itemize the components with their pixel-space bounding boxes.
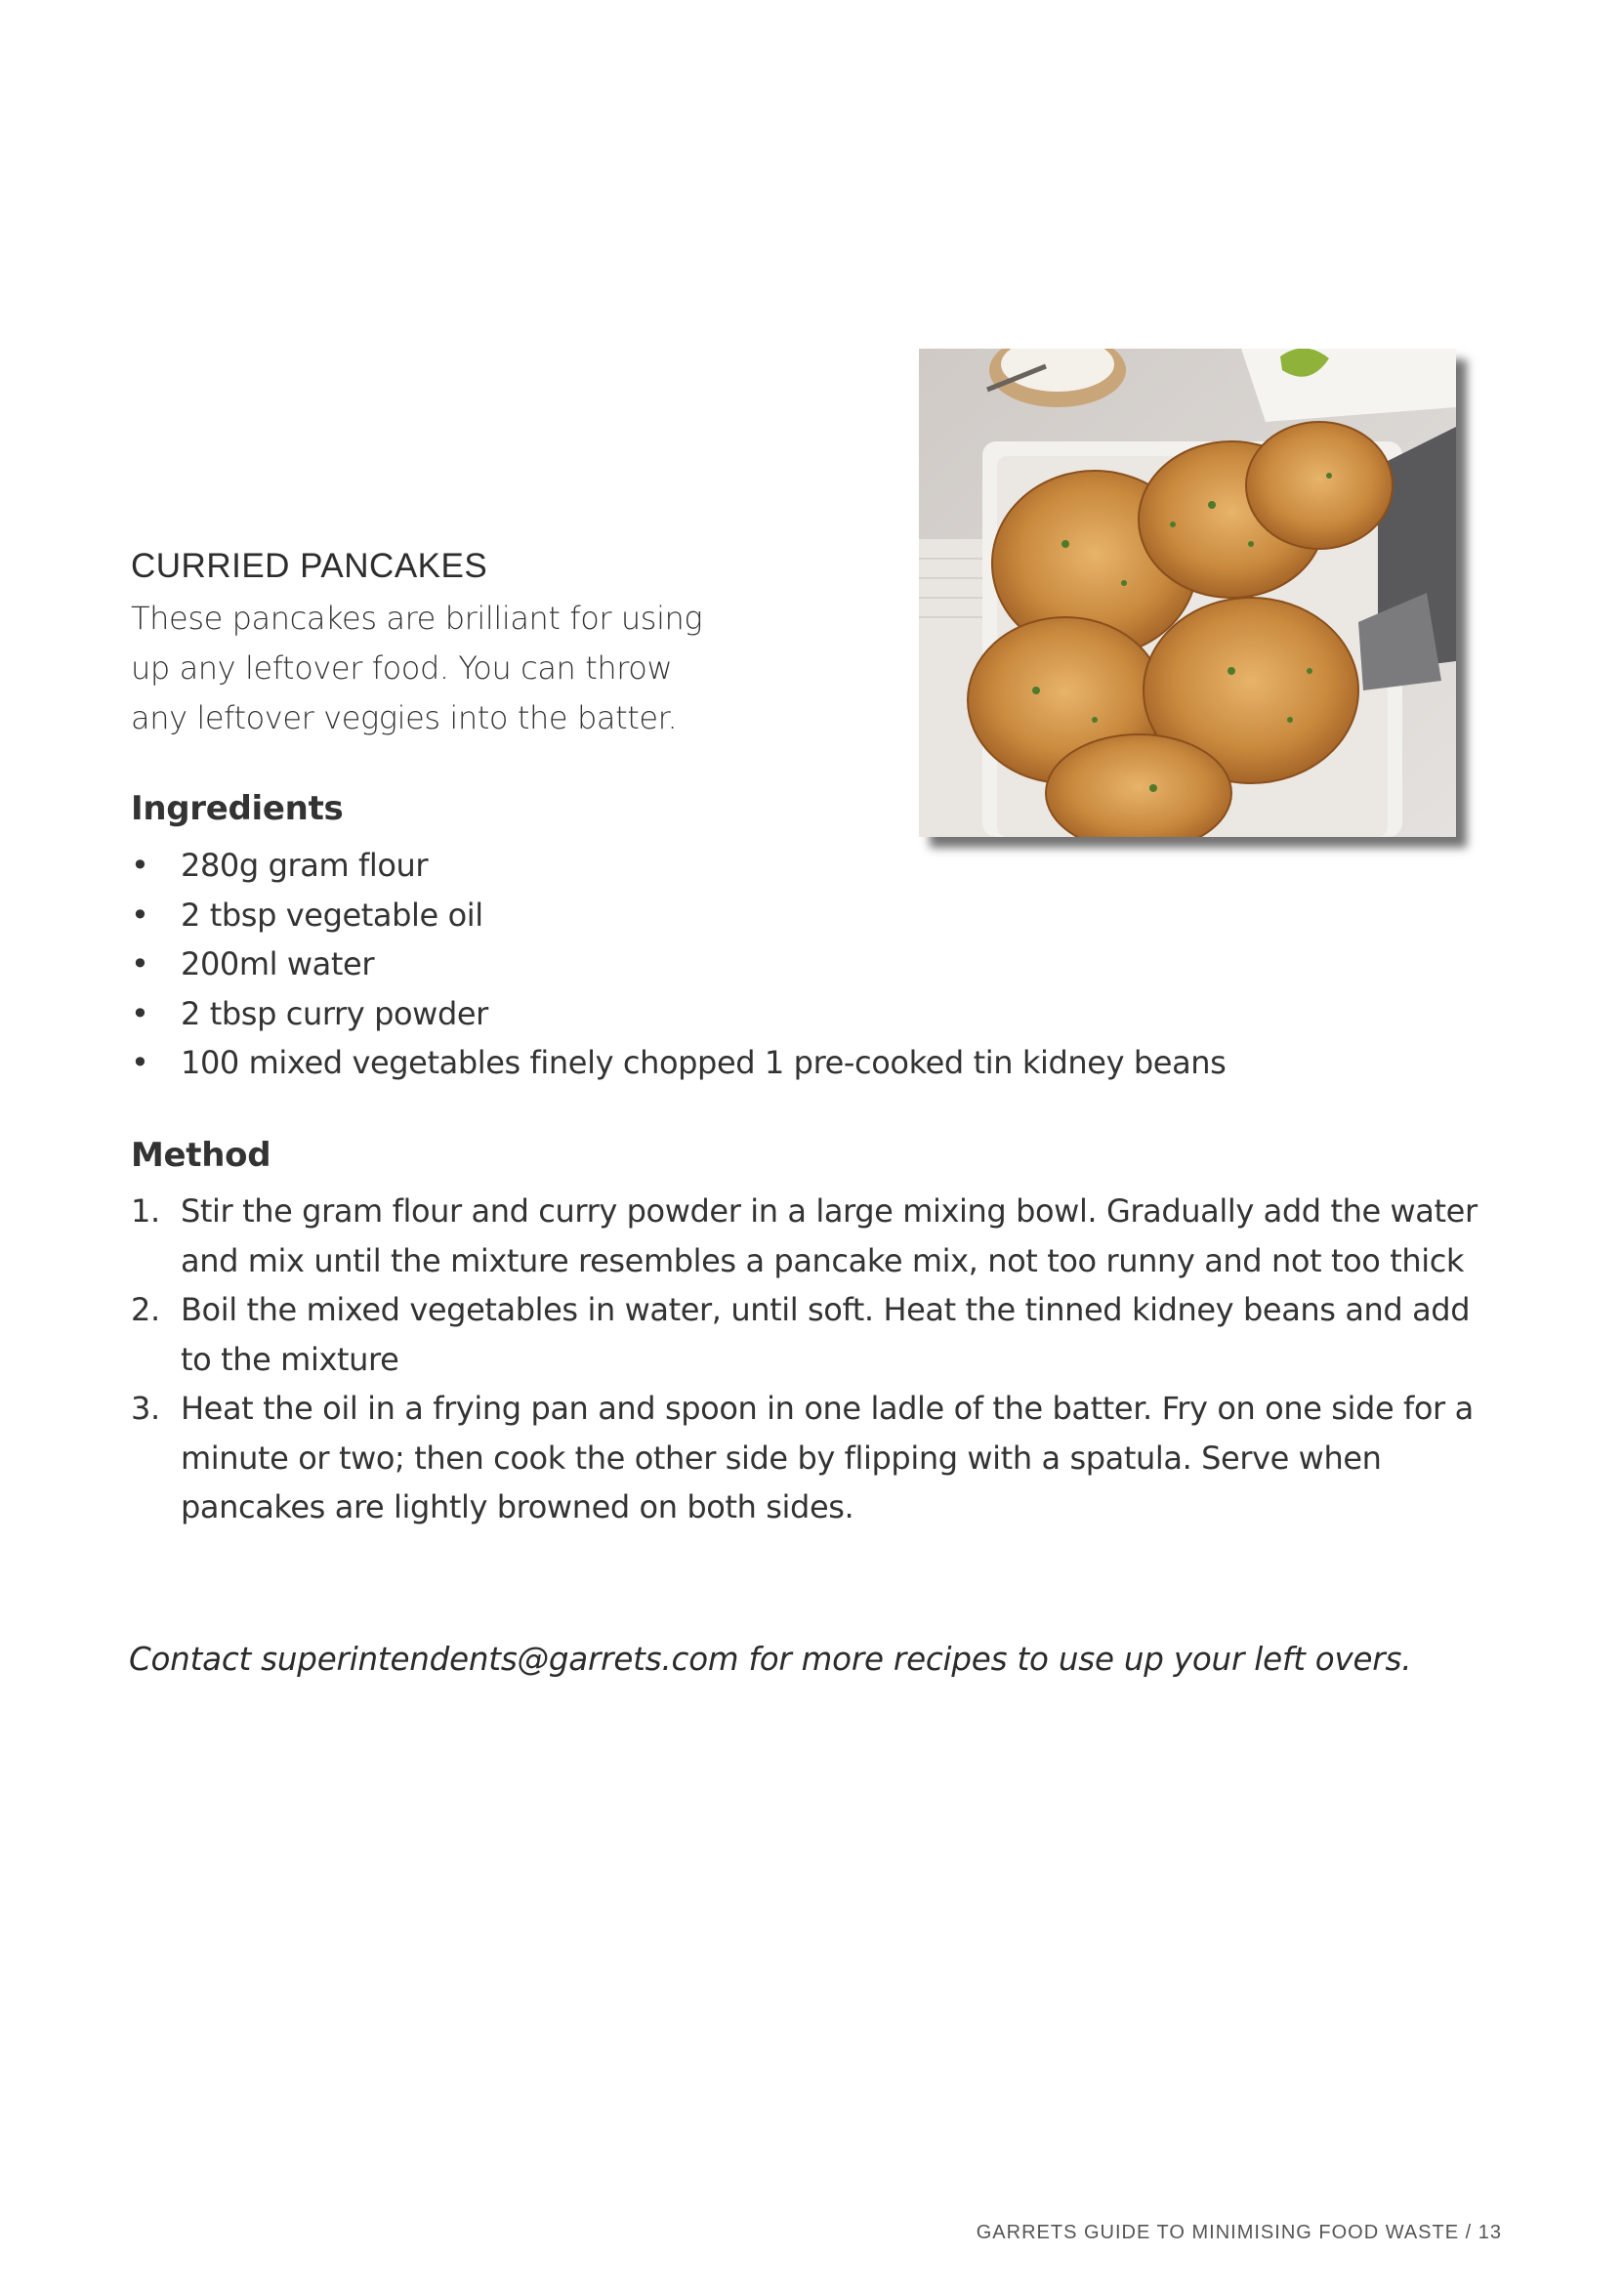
ingredients-list [131, 841, 1226, 1088]
method-step [131, 1187, 1498, 1285]
method-heading: Method [131, 1136, 271, 1175]
bullet-icon: • [131, 994, 149, 1032]
ingredient-item [131, 989, 1226, 1039]
step-text: Stir the gram flour and curry powder in a large mixing bowl. Gradually add the water and mix until the mixture resembles a pancake mix, not too runny and not too thick [181, 1192, 1477, 1279]
bullet-icon: • [131, 945, 149, 982]
ingredients-heading: Ingredients [131, 789, 344, 828]
step-number: 2. [131, 1291, 160, 1328]
recipe-intro: These pancakes are brilliant for using up any leftover food. You can throw any leftover veggies into the batter. [131, 600, 703, 736]
ingredient-item [131, 1038, 1226, 1088]
ingredient-text: 100 mixed vegetables finely chopped 1 pre-cooked tin kidney beans [181, 1044, 1227, 1081]
method-step [131, 1285, 1498, 1384]
bullet-icon: • [131, 1044, 149, 1081]
ingredient-text: 2 tbsp curry powder [181, 994, 488, 1032]
page-footer: GARRETS GUIDE TO MINIMISING FOOD WASTE / 13 [976, 2222, 1502, 2243]
step-number: 1. [131, 1192, 160, 1230]
ingredient-text: 280g gram flour [181, 847, 429, 884]
recipe-photo [919, 349, 1456, 837]
step-number: 3. [131, 1390, 160, 1427]
step-text: Heat the oil in a frying pan and spoon in one ladle of the batter. Fry on one side for a minute or two; then cook the other side by flipping with a spatula. Serve when pancakes are lightly browned on both sides. [181, 1390, 1474, 1525]
recipe-title: CURRIED PANCAKES [131, 547, 488, 585]
ingredient-item [131, 939, 1226, 989]
ingredient-text: 2 tbsp vegetable oil [181, 896, 483, 934]
method-step [131, 1384, 1498, 1532]
bullet-icon: • [131, 847, 149, 884]
ingredient-item [131, 841, 1226, 891]
ingredient-item [131, 891, 1226, 940]
contact-note: Contact superintendents@garrets.com for more recipes to use up your left overs. [129, 1641, 1412, 1678]
ingredient-text: 200ml water [181, 945, 375, 982]
method-list [131, 1187, 1498, 1532]
bullet-icon: • [131, 896, 149, 934]
step-text: Boil the mixed vegetables in water, until soft. Heat the tinned kidney beans and add to the mixture [181, 1291, 1471, 1378]
